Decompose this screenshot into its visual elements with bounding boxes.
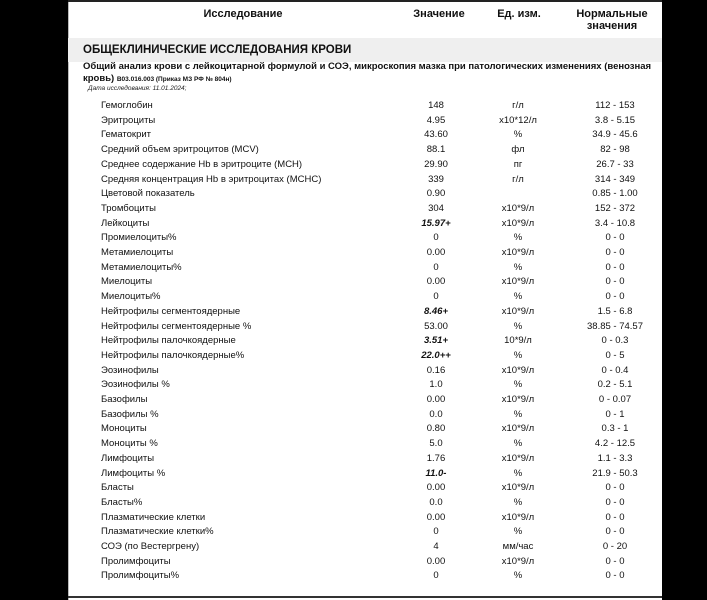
- row-value: 1.0: [429, 379, 443, 391]
- table-row: [68, 408, 662, 423]
- table-row: [68, 246, 662, 261]
- row-norm: 4.2 - 12.5: [594, 438, 636, 450]
- column-header-normal-line1: Нормальные: [576, 8, 648, 20]
- row-unit: г/л: [512, 173, 524, 185]
- row-name: Плазматические клетки: [101, 511, 206, 523]
- row-value: 4: [433, 541, 439, 552]
- row-name: Средний объем эритроцитов (MCV): [101, 144, 259, 156]
- table-row: [68, 364, 662, 379]
- table-row: [68, 231, 662, 246]
- footer-rule: [68, 596, 662, 598]
- row-unit: пг: [513, 158, 523, 170]
- row-norm: 0 - 0: [605, 570, 625, 582]
- row-norm: 0 - 0: [605, 482, 625, 494]
- test-title: [83, 61, 658, 86]
- row-unit: х10*9/л: [501, 247, 535, 258]
- row-unit: х10*9/л: [501, 276, 535, 288]
- row-norm: 112 - 153: [595, 100, 635, 111]
- table-row: [68, 114, 662, 129]
- row-unit: %: [513, 570, 523, 582]
- table-row: [68, 422, 662, 437]
- row-norm: 3.4 - 10.8: [594, 217, 636, 229]
- column-header-test: Исследование: [203, 8, 283, 20]
- test-code: В03.016.003 (Приказ МЗ РФ № 804н): [116, 76, 232, 83]
- row-name: Лимфоциты: [101, 452, 155, 464]
- column-header-unit: Ед. изм.: [497, 8, 541, 20]
- row-name: Метамиелоциты: [101, 247, 174, 258]
- row-value: 0.16: [426, 364, 446, 376]
- row-unit: х10*9/л: [501, 394, 535, 405]
- table-row: [68, 275, 662, 290]
- row-value: 304: [428, 202, 444, 214]
- table-row: [68, 305, 662, 320]
- row-value: 43.60: [424, 129, 448, 141]
- row-unit: х10*9/л: [501, 423, 535, 435]
- row-unit: %: [513, 232, 523, 244]
- row-name: Плазматические клетки%: [101, 526, 214, 538]
- row-name: Эозинофилы %: [101, 379, 170, 391]
- row-name: Бласты%: [101, 496, 143, 508]
- row-norm: 0 - 20: [602, 541, 628, 552]
- row-name: Пролимфоциты%: [101, 570, 180, 582]
- row-unit: х10*9/л: [501, 482, 535, 494]
- row-norm: 3.8 - 5.15: [594, 114, 636, 126]
- row-norm: 0 - 0.4: [601, 364, 629, 376]
- report-sheet: [68, 0, 662, 600]
- section-title: ОБЩЕКЛИНИЧЕСКИЕ ИССЛЕДОВАНИЯ КРОВИ: [83, 44, 352, 56]
- table-row: [68, 555, 662, 570]
- table-row: [68, 393, 662, 408]
- row-value: 3.51+: [423, 335, 449, 347]
- table-row: [68, 290, 662, 305]
- table-row: [68, 320, 662, 335]
- row-name: Базофилы %: [101, 408, 159, 420]
- row-name: Лейкоциты: [101, 217, 150, 229]
- row-unit: мм/час: [502, 541, 534, 552]
- row-value: 148: [428, 100, 444, 111]
- row-unit: х10*9/л: [501, 305, 535, 317]
- table-row: [68, 202, 662, 217]
- row-norm: 0 - 0: [605, 555, 625, 567]
- row-norm: 34.9 - 45.6: [592, 129, 638, 141]
- row-norm: 0 - 0: [605, 232, 625, 244]
- row-value: 15.97+: [421, 217, 451, 229]
- row-value: 0.80: [426, 423, 446, 435]
- row-unit: %: [513, 496, 523, 508]
- row-name: Базофилы: [101, 394, 148, 405]
- table-row: [68, 452, 662, 467]
- row-unit: х10*9/л: [501, 555, 535, 567]
- row-value: 0: [433, 526, 439, 538]
- row-norm: 0 - 0: [605, 247, 625, 258]
- table-row: [68, 217, 662, 232]
- row-name: Нейтрофилы сегментоядерные %: [101, 320, 252, 332]
- row-unit: %: [513, 408, 523, 420]
- row-norm: 0 - 5: [605, 349, 625, 361]
- row-value: 0.90: [426, 188, 446, 200]
- row-name: Гематокрит: [101, 129, 152, 141]
- row-unit: фл: [511, 144, 525, 156]
- row-norm: 152 - 372: [594, 202, 636, 214]
- row-norm: 0.3 - 1: [601, 423, 629, 435]
- row-norm: 26.7 - 33: [596, 158, 634, 170]
- table-row: [68, 261, 662, 276]
- column-header-normal: [562, 8, 662, 32]
- row-value: 339: [428, 173, 444, 185]
- row-value: 0.00: [426, 511, 446, 523]
- row-value: 0.00: [426, 276, 446, 288]
- table-row: [68, 467, 662, 482]
- row-value: 0: [433, 261, 439, 273]
- row-value: 53.00: [424, 320, 448, 332]
- table-row: [68, 540, 662, 555]
- row-unit: х10*9/л: [501, 452, 535, 464]
- table-row: [68, 496, 662, 511]
- column-header-value: Значение: [413, 8, 465, 20]
- table-row: [68, 349, 662, 364]
- row-value: 0.00: [426, 482, 446, 494]
- row-unit: х10*12/л: [499, 114, 537, 126]
- row-value: 0.00: [426, 555, 446, 567]
- row-unit: %: [513, 291, 523, 303]
- row-name: Пролимфоциты: [101, 555, 171, 567]
- row-name: Среднее содержание Hb в эритроците (MCH): [101, 158, 303, 170]
- row-norm: 0 - 0.07: [598, 394, 632, 405]
- table-row: [68, 334, 662, 349]
- row-value: 0.0: [429, 496, 443, 508]
- row-unit: х10*9/л: [501, 202, 535, 214]
- row-unit: %: [513, 467, 523, 479]
- row-name: Нейтрофилы палочкоядерные: [101, 335, 236, 347]
- table-row: [68, 569, 662, 584]
- row-name: Средняя концентрация Hb в эритроцитах (MCHC): [101, 173, 322, 185]
- row-name: Миелоциты: [101, 276, 153, 288]
- table-row: [68, 128, 662, 143]
- row-name: Лимфоциты %: [101, 467, 166, 479]
- table-row: [68, 158, 662, 173]
- row-unit: х10*9/л: [501, 364, 535, 376]
- row-norm: 1.5 - 6.8: [597, 305, 633, 317]
- table-row: [68, 99, 662, 114]
- row-norm: 38.85 - 74.57: [587, 320, 643, 332]
- test-title-text: Общий анализ крови с лейкоцитарной формулой и СОЭ, микроскопия мазка при патологических изменениях (венозная кровь): [83, 61, 652, 84]
- row-unit: %: [513, 526, 523, 538]
- row-name: Эритроциты: [101, 114, 156, 126]
- row-unit: х10*9/л: [501, 217, 535, 229]
- table-row: [68, 437, 662, 452]
- row-name: Промиелоциты%: [101, 232, 177, 244]
- row-norm: 0 - 0: [605, 496, 625, 508]
- row-name: Моноциты: [101, 423, 147, 435]
- row-name: Моноциты %: [101, 438, 158, 450]
- row-norm: 0.2 - 5.1: [597, 379, 633, 391]
- table-row: [68, 511, 662, 526]
- row-value: 0: [433, 570, 439, 582]
- row-norm: 0 - 0: [605, 276, 625, 288]
- row-unit: %: [513, 438, 523, 450]
- table-row: [68, 187, 662, 202]
- table-row: [68, 525, 662, 540]
- row-norm: 0 - 0: [605, 291, 625, 303]
- row-unit: %: [513, 349, 523, 361]
- row-unit: х10*9/л: [501, 511, 535, 523]
- row-name: Бласты: [101, 482, 134, 494]
- row-value: 0: [433, 291, 439, 303]
- row-value: 11.0-: [425, 467, 447, 479]
- row-name: Нейтрофилы палочкоядерные%: [101, 349, 245, 361]
- row-value: 5.0: [429, 438, 443, 450]
- row-name: Гемоглобин: [101, 100, 153, 111]
- row-norm: 0 - 0.3: [601, 335, 629, 347]
- row-value: 4.95: [426, 114, 446, 126]
- row-value: 22.0++: [421, 349, 451, 361]
- row-name: Цветовой показатель: [101, 188, 195, 200]
- row-unit: г/л: [512, 100, 524, 111]
- row-name: СОЭ (по Вестергрену): [101, 541, 200, 552]
- row-value: 0: [433, 232, 439, 244]
- row-value: 0.0: [429, 408, 443, 420]
- row-norm: 21.9 - 50.3: [592, 467, 638, 479]
- test-date: Дата исследования: 11.01.2024;: [88, 85, 187, 92]
- row-name: Тромбоциты: [101, 202, 156, 214]
- header-top-rule: [68, 0, 662, 2]
- row-unit: %: [513, 129, 523, 141]
- row-norm: 0 - 1: [605, 408, 625, 420]
- row-norm: 314 - 349: [594, 173, 636, 185]
- row-norm: 0.85 - 1.00: [592, 188, 638, 200]
- row-unit: 10*9/л: [504, 335, 532, 347]
- row-name: Метамиелоциты%: [101, 261, 182, 273]
- row-norm: 1.1 - 3.3: [597, 452, 633, 464]
- row-norm: 0 - 0: [605, 261, 625, 273]
- row-value: 88.1: [426, 144, 446, 156]
- row-norm: 82 - 98: [600, 144, 630, 156]
- table-row: [68, 481, 662, 496]
- row-norm: 0 - 0: [605, 511, 625, 523]
- row-value: 1.76: [426, 452, 446, 464]
- row-norm: 0 - 0: [605, 526, 625, 538]
- table-row: [68, 143, 662, 158]
- row-name: Нейтрофилы сегментоядерные: [101, 305, 241, 317]
- row-value: 0.00: [426, 247, 446, 258]
- row-name: Эозинофилы: [101, 364, 159, 376]
- column-header-normal-line2: значения: [586, 20, 638, 32]
- row-unit: %: [513, 379, 523, 391]
- row-value: 29.90: [424, 158, 448, 170]
- row-unit: %: [513, 320, 523, 332]
- row-unit: %: [513, 261, 523, 273]
- row-name: Миелоциты%: [101, 291, 161, 303]
- row-value: 0.00: [426, 394, 446, 405]
- table-row: [68, 173, 662, 188]
- table-row: [68, 378, 662, 393]
- row-value: 8.46+: [423, 305, 449, 317]
